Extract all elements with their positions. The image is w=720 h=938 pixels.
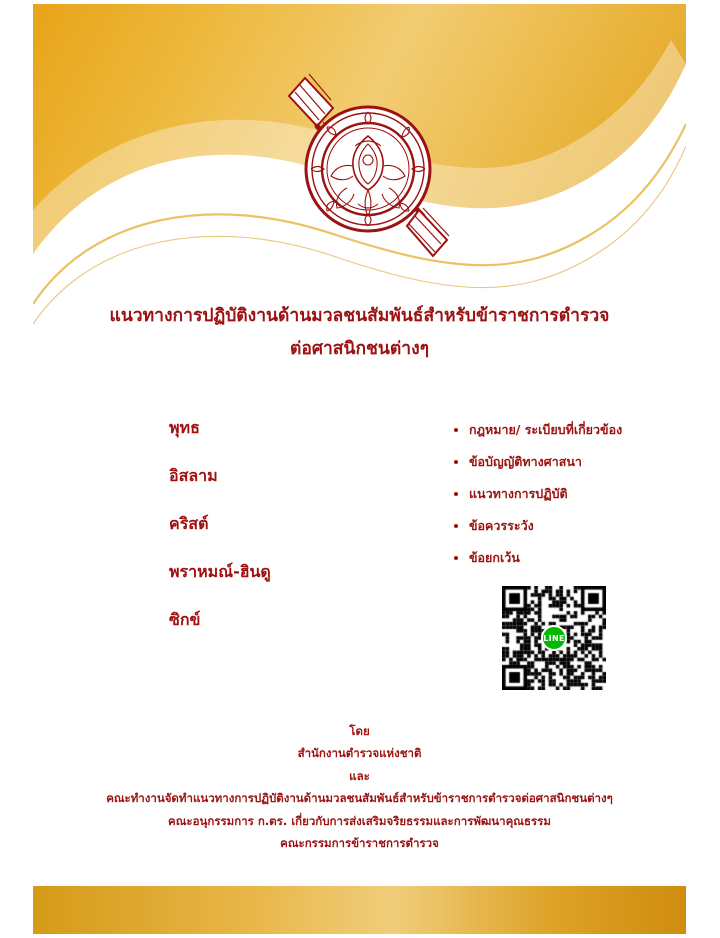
line-qr-code[interactable] bbox=[502, 586, 606, 690]
list-item: คริสต์ bbox=[169, 514, 209, 533]
title-line-1: แนวทางการปฏิบัติงานด้านมวลชนสัมพันธ์สำหรับข้าราชการตำรวจ bbox=[109, 306, 610, 326]
book-cover bbox=[33, 4, 686, 934]
list-item: อิสลาม bbox=[169, 466, 218, 485]
title-line-2: ต่อศาสนิกชนต่างๆ bbox=[289, 339, 430, 360]
footer-line: โดย bbox=[349, 724, 370, 738]
list-item: พุทธ bbox=[169, 418, 200, 437]
list-item: • ข้อควรระวัง bbox=[469, 516, 681, 536]
list-item: ซิกข์ bbox=[169, 610, 201, 629]
footer-line: และ bbox=[349, 768, 370, 783]
footer-line: คณะอนุกรรมการ ก.ตร. เกี่ยวกับการส่งเสริมจริยธรรมและการพัฒนาคุณธรรม bbox=[168, 813, 551, 828]
footer-line: คณะกรรมการข้าราชการตำรวจ bbox=[280, 836, 439, 851]
thai-royal-seal-emblem bbox=[259, 64, 469, 264]
religion-list bbox=[169, 416, 399, 656]
footer-credits bbox=[53, 720, 666, 855]
bottom-gold-band bbox=[33, 886, 686, 934]
list-item: • กฎหมาย/ ระเบียบที่เกี่ยวข้อง bbox=[469, 420, 681, 440]
list-item: • ข้อบัญญัติทางศาสนา bbox=[469, 452, 681, 472]
page-title bbox=[73, 300, 646, 367]
topic-list bbox=[451, 420, 681, 580]
list-item: พราหมณ์-ฮินดู bbox=[169, 562, 271, 581]
list-item: • แนวทางการปฏิบัติ bbox=[469, 484, 681, 504]
footer-line: คณะทำงานจัดทำแนวทางการปฏิบัติงานด้านมวลชนสัมพันธ์สำหรับข้าราชการตำรวจต่อศาสนิกชนต่างๆ bbox=[106, 791, 613, 806]
list-item: • ข้อยกเว้น bbox=[469, 548, 681, 568]
footer-line: สำนักงานตำรวจแห่งชาติ bbox=[297, 746, 422, 761]
line-logo-icon: LINE bbox=[541, 625, 567, 651]
